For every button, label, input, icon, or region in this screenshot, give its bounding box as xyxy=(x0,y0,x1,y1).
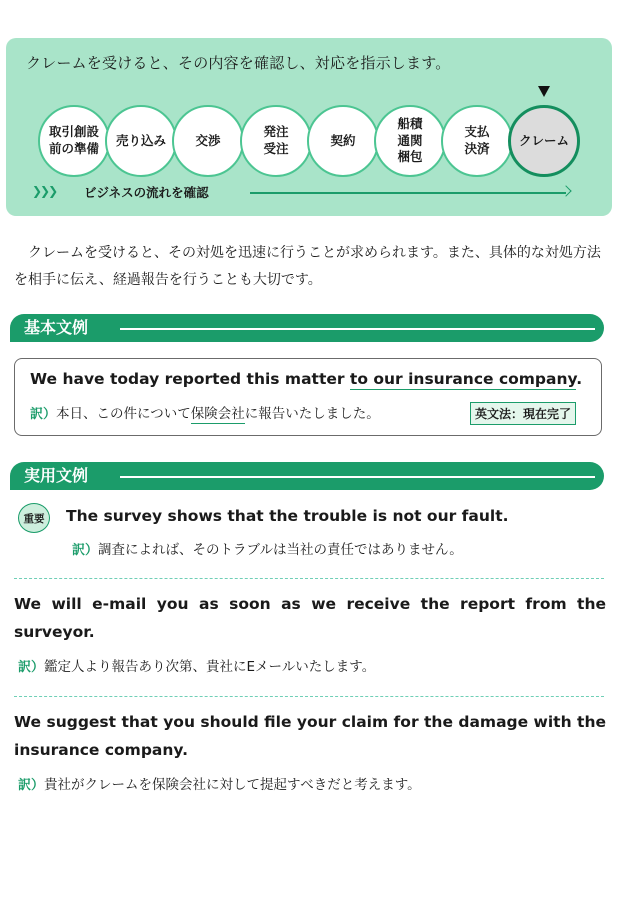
basic-example-english xyxy=(30,370,582,388)
dashed-divider xyxy=(14,578,604,579)
practical-2-ja-text: 鑑定人より報告あり次第、貴社にEメールいたします。 xyxy=(44,659,376,675)
flow-step-negotiation: 交渉 xyxy=(172,105,244,177)
current-step-pointer-icon xyxy=(538,86,550,97)
dashed-divider xyxy=(14,696,604,697)
flow-step-payment: 支払 決済 xyxy=(441,105,513,177)
practical-example-1-japanese xyxy=(72,538,463,558)
important-badge: 重要 xyxy=(18,503,50,533)
section-divider-line xyxy=(120,328,595,330)
practical-1-ja-text: 調査によれば、そのトラブルは当社の責任ではありません。 xyxy=(98,542,463,558)
basic-en-period: . xyxy=(576,370,583,388)
flow-step-preparation: 取引創設 前の準備 xyxy=(38,105,110,177)
practical-example-2-english: We will e-mail you as soon as we receive the report from the surveyor. xyxy=(14,595,606,641)
chevrons-icon: ❯❯❯ xyxy=(32,184,57,198)
flow-step-claim-current: クレーム xyxy=(508,105,580,177)
flow-caption: ビジネスの流れを確認 xyxy=(84,185,209,200)
translation-mark: 訳） xyxy=(72,543,99,558)
grammar-tag: 英文法：現在完了 xyxy=(470,402,576,425)
translation-mark: 訳） xyxy=(18,778,45,793)
intro-paragraph: クレームを受けると、その対処を迅速に行うことが求められます。また、具体的な対処方法を相手に伝え、経過報告を行うことも大切です。 xyxy=(14,245,601,288)
flow-arrow-line xyxy=(250,192,566,194)
basic-example-japanese xyxy=(30,402,380,422)
practical-example-3-japanese xyxy=(18,773,421,793)
basic-ja-highlight: 保険会社 xyxy=(190,406,245,422)
basic-en-highlight: to our insurance company xyxy=(349,370,577,388)
practical-example-2-japanese xyxy=(18,655,375,675)
flow-step-sales: 売り込み xyxy=(105,105,177,177)
basic-en-text: We have today reported this matter xyxy=(30,370,350,388)
practical-example-3-english: We suggest that you should file your claim for the damage with the insurance company. xyxy=(14,713,606,759)
translation-mark: 訳） xyxy=(30,407,57,422)
basic-ja-text: 本日、この件について xyxy=(56,406,191,422)
section-divider-line xyxy=(120,476,595,478)
flow-intro-text: クレームを受けると、その内容を確認し、対応を指示します。 xyxy=(26,54,451,72)
flow-step-order: 発注 受注 xyxy=(240,105,312,177)
practical-3-ja-text: 貴社がクレームを保険会社に対して提起すべきだと考えます。 xyxy=(44,777,421,793)
section-title-basic: 基本文例 xyxy=(24,318,89,337)
translation-mark: 訳） xyxy=(18,660,45,675)
flow-step-shipping: 船積 通関 梱包 xyxy=(374,105,446,177)
basic-ja-text-end: に報告いたしました。 xyxy=(244,406,380,422)
flow-step-contract: 契約 xyxy=(307,105,379,177)
section-title-practical: 実用文例 xyxy=(24,466,89,485)
practical-example-1-english: The survey shows that the trouble is not our fault. xyxy=(66,507,509,525)
